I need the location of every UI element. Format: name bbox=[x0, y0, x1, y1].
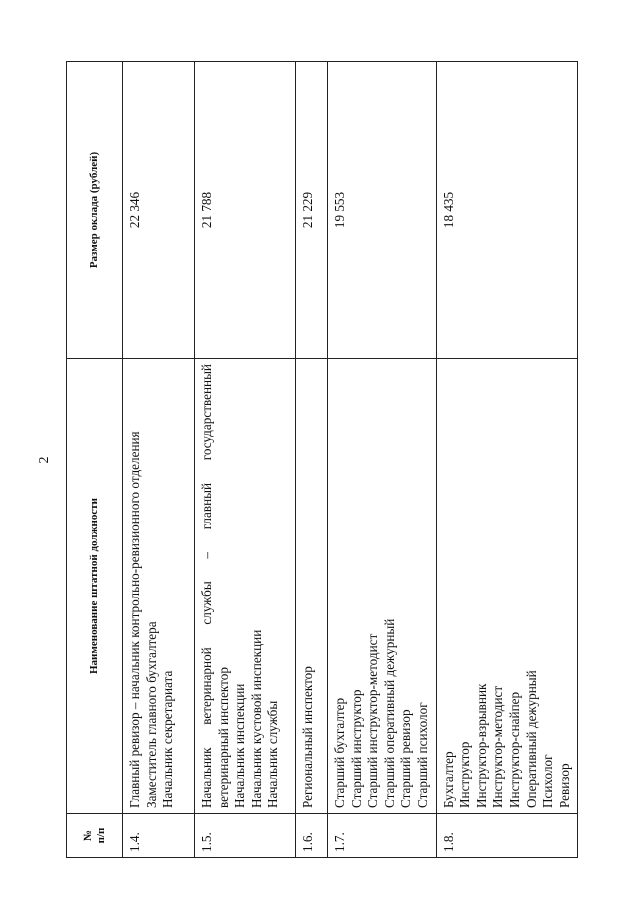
row-number: 1.6. bbox=[296, 814, 328, 858]
position-line: Начальник кустовой инспекции bbox=[248, 629, 264, 808]
table-row bbox=[296, 62, 328, 858]
header-number-sign: № bbox=[81, 829, 94, 842]
row-positions bbox=[296, 359, 328, 814]
row-positions bbox=[436, 359, 578, 814]
position-line: Начальник ветеринарной службы – главный государственный bbox=[199, 364, 214, 808]
page-number: 2 bbox=[37, 456, 52, 464]
rotated-table-container bbox=[66, 62, 570, 858]
position-line: Старший оперативный дежурный bbox=[381, 618, 397, 808]
position-line: Инструктор bbox=[457, 741, 473, 808]
row-salary: 19 553 bbox=[328, 62, 437, 359]
row-salary: 21 788 bbox=[195, 62, 296, 359]
position-line: Старший бухгалтер bbox=[332, 697, 347, 808]
position-line: Начальник инспекции bbox=[232, 683, 248, 808]
table-row bbox=[328, 62, 437, 858]
position-line: Инструктор-методист bbox=[490, 685, 506, 808]
position-line: Старший ревизор bbox=[398, 709, 414, 808]
position-line: Бухгалтер bbox=[440, 751, 456, 808]
position-line: Старший психолог bbox=[414, 702, 430, 808]
row-positions bbox=[123, 359, 195, 814]
position-line: Региональный инспектор bbox=[300, 666, 315, 808]
position-line: ветеринарный инспектор bbox=[215, 667, 231, 808]
position-line: Начальник службы bbox=[265, 700, 281, 808]
header-position-name: Наименование штатной должности bbox=[67, 359, 123, 814]
position-line: Психолог bbox=[540, 754, 556, 808]
table-row bbox=[123, 62, 195, 858]
row-salary: 21 229 bbox=[296, 62, 328, 359]
position-line: Заместитель главного бухгалтера bbox=[143, 621, 159, 808]
row-number: 1.8. bbox=[436, 814, 578, 858]
position-line: Оперативный дежурный bbox=[523, 670, 539, 808]
header-number-pp: п/п bbox=[94, 827, 107, 844]
row-number: 1.7. bbox=[328, 814, 437, 858]
position-line: Старший инструктор bbox=[348, 689, 364, 808]
position-line: Начальник секретариата bbox=[160, 670, 176, 808]
position-line: Главный ревизор – начальник контрольно-ревизионного отделения bbox=[127, 431, 142, 808]
salary-table bbox=[66, 61, 578, 858]
row-positions bbox=[328, 359, 437, 814]
row-number: 1.4. bbox=[123, 814, 195, 858]
header-number bbox=[67, 814, 123, 858]
header-salary: Размер оклада (рублей) bbox=[67, 62, 123, 359]
table-row bbox=[195, 62, 296, 858]
row-salary: 18 435 bbox=[436, 62, 578, 359]
position-line: Инструктор-взрывник bbox=[473, 683, 489, 808]
row-salary: 22 346 bbox=[123, 62, 195, 359]
table-header-row bbox=[67, 62, 123, 858]
position-line: Инструктор-снайпер bbox=[506, 691, 522, 808]
table-row bbox=[436, 62, 578, 858]
row-number: 1.5. bbox=[195, 814, 296, 858]
position-line: Старший инструктор-методист bbox=[365, 633, 381, 808]
row-positions bbox=[195, 359, 296, 814]
position-line: Ревизор bbox=[556, 763, 572, 808]
